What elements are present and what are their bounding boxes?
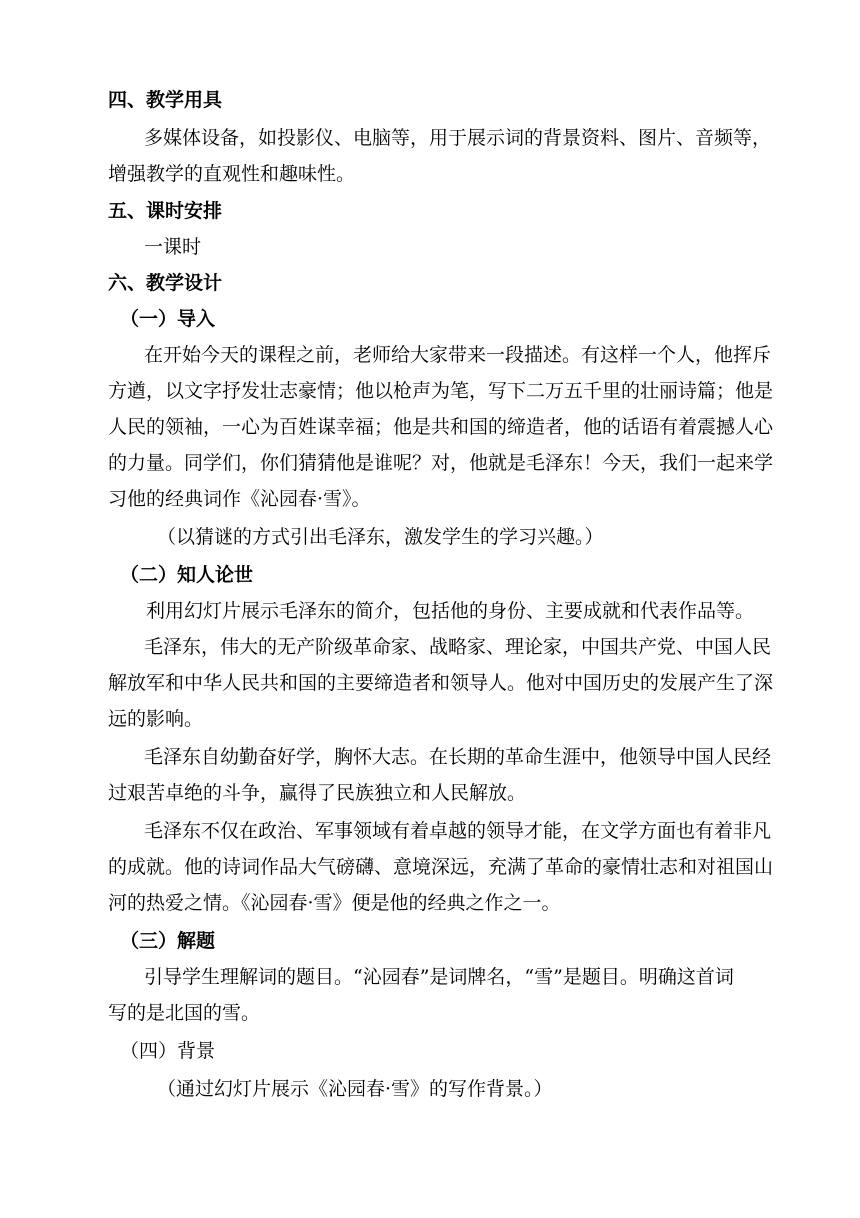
subsection-heading-background: （四）背景 bbox=[120, 1040, 216, 1062]
paragraph-line: 过艰苦卓绝的斗争，赢得了民族独立和人民解放。 bbox=[108, 782, 527, 804]
teaching-note: （通过幻灯片展示《沁园春·雪》的写作背景。） bbox=[157, 1078, 553, 1100]
paragraph-line: 远的影响。 bbox=[108, 708, 204, 730]
section-heading-teaching-design: 六、教学设计 bbox=[108, 272, 223, 294]
paragraph-line: 习他的经典词作《沁园春·雪》。 bbox=[108, 488, 371, 510]
section-heading-teaching-tools: 四、教学用具 bbox=[108, 89, 223, 111]
section-heading-schedule: 五、课时安排 bbox=[108, 200, 223, 222]
paragraph-line: 毛泽东，伟大的无产阶级革命家、战略家、理论家，中国共产党、中国人民 bbox=[144, 636, 772, 658]
paragraph-line: 在开始今天的课程之前，老师给大家带来一段描述。有这样一个人，他挥斥 bbox=[144, 344, 772, 366]
subsection-heading-background-knowledge: （二）知人论世 bbox=[120, 564, 254, 586]
paragraph-line: 人民的领袖，一心为百姓谋幸福；他是共和国的缔造者，他的话语有着震撼人心 bbox=[108, 416, 774, 438]
paragraph-line: 写的是北国的雪。 bbox=[108, 1002, 261, 1024]
paragraph-line: 毛泽东不仅在政治、军事领域有着卓越的领导才能，在文学方面也有着非凡 bbox=[144, 820, 772, 842]
paragraph-line: 方遒，以文字抒发壮志豪情；他以枪声为笔，写下二万五千里的壮丽诗篇；他是 bbox=[108, 380, 774, 402]
subsection-heading-title-explanation: （三）解题 bbox=[120, 930, 216, 952]
paragraph-line: 的成就。他的诗词作品大气磅礴、意境深远，充满了革命的豪情壮志和对祖国山 bbox=[108, 856, 774, 878]
paragraph-line: 引导学生理解词的题目。“沁园春”是词牌名，“雪”是题目。明确这首词 bbox=[144, 966, 734, 988]
paragraph-line: 毛泽东自幼勤奋好学，胸怀大志。在长期的革命生涯中，他领导中国人民经 bbox=[144, 746, 772, 768]
paragraph-line: 利用幻灯片展示毛泽东的简介，包括他的身份、主要成就和代表作品等。 bbox=[146, 600, 755, 622]
paragraph-line: 增强教学的直观性和趣味性。 bbox=[108, 163, 356, 185]
paragraph-line: 一课时 bbox=[144, 236, 202, 258]
paragraph-line: 多媒体设备，如投影仪、电脑等，用于展示词的背景资料、图片、音频等， bbox=[144, 127, 772, 149]
paragraph-line: 河的热爱之情。《沁园春·雪》便是他的经典之作之一。 bbox=[108, 892, 561, 914]
subsection-heading-introduction: （一）导入 bbox=[120, 308, 216, 330]
paragraph-line: 解放军和中华人民共和国的主要缔造者和领导人。他对中国历史的发展产生了深 bbox=[108, 672, 774, 694]
paragraph-line: 的力量。同学们，你们猜猜他是谁呢？对，他就是毛泽东！今天，我们一起来学 bbox=[108, 452, 774, 474]
teaching-note: （以猜谜的方式引出毛泽东，激发学生的学习兴趣。） bbox=[157, 526, 604, 548]
